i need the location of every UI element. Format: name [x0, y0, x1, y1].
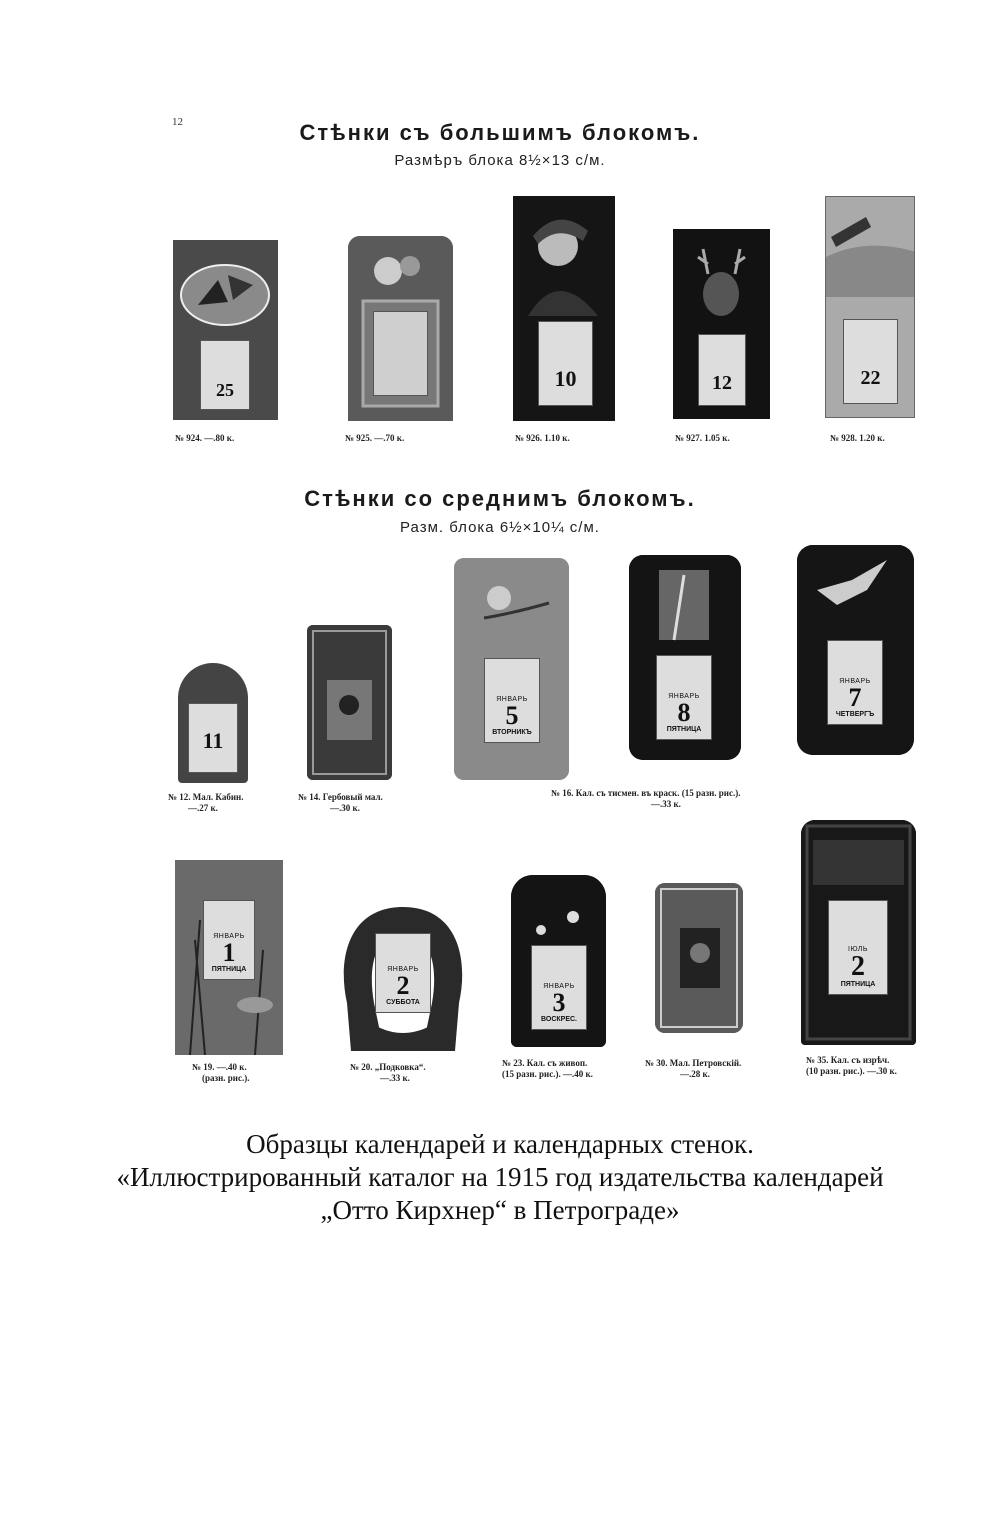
calendar-pad — [484, 658, 540, 743]
calendar-day: 2 — [851, 951, 865, 982]
section1-title: Стѣнки съ большимъ блокомъ. — [299, 120, 701, 145]
calendar-day: 22 — [860, 367, 881, 389]
calendar-day: 25 — [216, 380, 234, 400]
calendar-924-image — [173, 240, 278, 420]
calendar-weekday: ЧЕТВЕРГЪ — [835, 711, 875, 718]
calendar-19-image — [175, 860, 283, 1055]
calendar-926-image — [513, 196, 615, 421]
caption-12: № 12. Мал. Кабин. — [168, 792, 244, 802]
caption-14-price: —.30 к. — [330, 803, 360, 813]
calendar-pad — [843, 319, 898, 404]
caption-928: № 928. 1.20 к. — [830, 433, 885, 443]
calendar-month: ЯНВАРЬ — [387, 966, 419, 973]
caption-14: № 14. Гербовый мал. — [298, 792, 383, 802]
caption-19: № 19. —.40 к. — [192, 1062, 247, 1072]
caption-924: № 924. —.80 к. — [175, 433, 235, 443]
calendar-weekday: ПЯТНИЦА — [211, 966, 247, 973]
calendar-day: 2 — [396, 971, 410, 1000]
caption-30: № 30. Мал. Петровскій. — [645, 1058, 742, 1068]
calendar-weekday: ВТОРНИКЪ — [492, 729, 532, 736]
caption-927: № 927. 1.05 к. — [675, 433, 730, 443]
calendar-12-image — [178, 663, 248, 783]
caption-925: № 925. —.70 к. — [345, 433, 405, 443]
calendar-day: 1 — [222, 938, 236, 967]
calendar-month: ЯНВАРЬ — [496, 696, 528, 703]
calendar-day: 3 — [552, 988, 566, 1017]
section2-subtitle: Разм. блока 6½×10¼ с/м. — [400, 519, 600, 536]
figure-caption — [0, 1128, 1000, 1227]
calendar-month: ЯНВАРЬ — [839, 678, 871, 685]
calendar-pad — [656, 655, 712, 740]
caption-line-3: „Отто Кирхнер“ в Петрограде» — [320, 1195, 680, 1225]
calendar-day: 7 — [848, 683, 862, 712]
coat-of-arms-icon — [307, 625, 392, 780]
calendar-pad — [203, 900, 255, 980]
section2-title: Стѣнки со среднимъ блокомъ. — [304, 486, 696, 511]
calendar-month: ЯНВАРЬ — [213, 933, 245, 940]
calendar-pad — [200, 340, 250, 410]
caption-12-price: —.27 к. — [188, 803, 218, 813]
caption-35-price: (10 разн. рис.). —.30 к. — [806, 1066, 897, 1076]
calendar-month: ЯНВАРЬ — [543, 983, 575, 990]
calendar-16-tree-image — [629, 555, 741, 760]
calendar-pad — [375, 933, 431, 1013]
caption-line-1: Образцы календарей и календарных стенок. — [246, 1129, 754, 1159]
caption-line-2: «Иллюстрированный каталог на 1915 год издательства календарей — [116, 1162, 884, 1192]
caption-30-price: —.28 к. — [680, 1069, 710, 1079]
caption-16: № 16. Кал. съ тисмен. въ краск. (15 разн. рис.). — [551, 788, 741, 798]
calendar-pad — [373, 311, 428, 396]
calendar-927-image — [673, 229, 770, 419]
calendar-14-image — [307, 625, 392, 780]
calendar-weekday: ПЯТНИЦА — [666, 726, 702, 733]
calendar-month: ЯНВАРЬ — [668, 693, 700, 700]
caption-16-price: —.33 к. — [651, 799, 681, 809]
calendar-weekday: ВОСКРЕС. — [541, 1016, 577, 1023]
calendar-pad — [531, 945, 587, 1030]
caption-20-price: —.33 к. — [380, 1073, 410, 1083]
calendar-day: 10 — [554, 366, 577, 391]
calendar-20-horseshoe-image — [337, 903, 469, 1051]
caption-20: № 20. „Подковка“. — [350, 1062, 426, 1072]
calendar-pad — [827, 640, 883, 725]
calendar-day: 5 — [505, 701, 519, 730]
caption-35: № 35. Кал. съ изрѣч. — [806, 1055, 890, 1065]
calendar-day: 8 — [677, 698, 691, 727]
calendar-16-rose-image — [454, 558, 569, 780]
calendar-day: 12 — [712, 372, 732, 394]
calendar-35-image — [801, 820, 916, 1045]
calendar-925-image — [348, 236, 453, 421]
calendar-day: 11 — [202, 728, 224, 753]
caption-19-note: (разн. рис.). — [202, 1073, 250, 1083]
calendar-928-image — [825, 196, 915, 418]
section1-subtitle: Размѣръ блока 8½×13 с/м. — [394, 152, 606, 169]
calendar-pad — [188, 703, 238, 773]
calendar-16-swallow-image — [797, 545, 914, 755]
calendar-pad — [538, 321, 593, 406]
calendar-weekday: ПЯТНИЦА — [840, 981, 876, 988]
caption-23: № 23. Кал. съ живоп. — [502, 1058, 588, 1068]
portrait-peter-icon — [655, 883, 743, 1033]
caption-23-price: (15 разн. рис.). —.40 к. — [502, 1069, 593, 1079]
calendar-30-image — [655, 883, 743, 1033]
calendar-pad — [828, 900, 888, 995]
caption-926: № 926. 1.10 к. — [515, 433, 570, 443]
calendar-weekday: СУББОТА — [386, 999, 420, 1006]
calendar-month: ІЮЛЬ — [848, 946, 868, 953]
calendar-23-image — [511, 875, 606, 1047]
page-number: 12 — [172, 116, 183, 128]
calendar-pad — [698, 334, 746, 406]
